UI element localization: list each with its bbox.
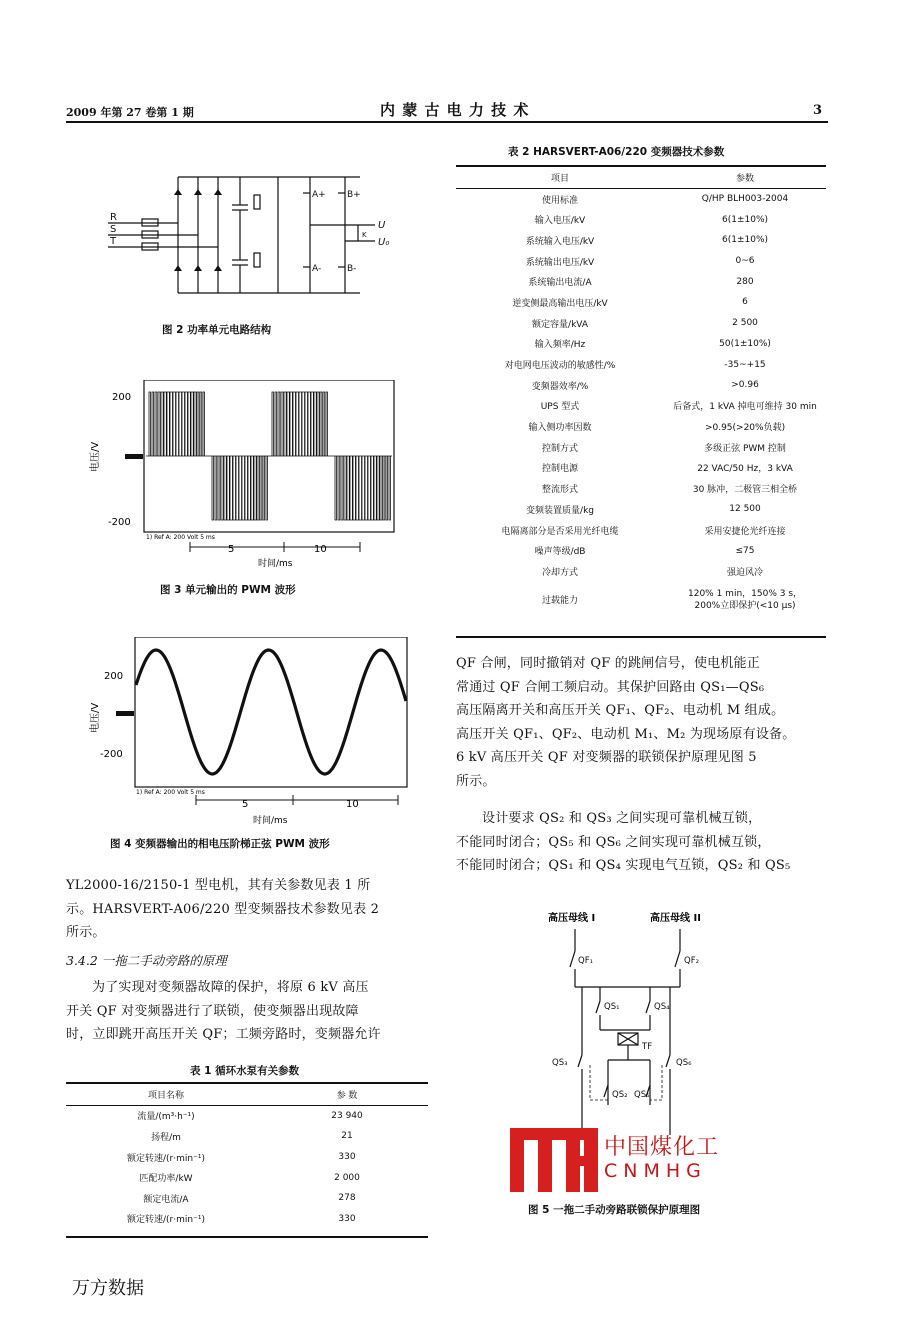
fig3-ref: 1) Ref A: 200 Volt 5 ms [146, 534, 215, 541]
table-cell: 2 500 [732, 318, 758, 329]
table-row [456, 334, 826, 355]
fig2-label-u: U [378, 220, 386, 231]
text-line: 开关 QF 对变频器进行了联锁，使变频器出现故障 [66, 1003, 359, 1019]
page-number: 3 [813, 103, 823, 118]
table-cell: 多级正弦 PWM 控制 [704, 443, 786, 454]
table-cell: 50(1±10%) [719, 338, 771, 349]
fig2-label-ap: A+ [312, 190, 326, 200]
table-row [66, 1167, 428, 1188]
table-cell: ≤75 [735, 545, 755, 556]
table2-header-item: 项目 [551, 173, 570, 184]
table-cell: UPS 型式 [540, 402, 580, 413]
table-row [456, 251, 826, 272]
fig2-label-am: A- [312, 264, 322, 274]
fig2-label-s: S [110, 224, 117, 235]
text-line: 常通过 QF 合闸工频启动。其保护回路由 QS₁—QS₆ [456, 679, 765, 695]
table-cell: -35~+15 [724, 359, 766, 370]
fig5-qs1: QS₁ [604, 1002, 620, 1012]
table-row [456, 230, 826, 251]
table-cell: 输入侧功率因数 [528, 423, 592, 434]
table-cell: 280 [736, 276, 754, 287]
table-cell: 流量/(m³·h⁻¹) [137, 1112, 195, 1123]
table1 [66, 1084, 428, 1229]
table-row [456, 271, 826, 292]
fig5-qs2: QS₂ [612, 1090, 628, 1100]
fig3-ytick-neg200: -200 [108, 517, 131, 528]
right-paragraph-2 [456, 807, 836, 878]
fig2-caption: 图 2 功率单元电路结构 [162, 324, 272, 336]
fig5-qs5: QS₅ [634, 1090, 650, 1100]
fig4-ytick-200: 200 [104, 671, 124, 682]
fig3-caption: 图 3 单元输出的 PWM 波形 [160, 584, 296, 596]
fig3-pwm-chart [88, 380, 413, 568]
fig4-xlabel: 时间/ms [253, 816, 288, 826]
text-line: 所示。 [456, 773, 496, 789]
table-cell: 过载能力 [542, 596, 579, 607]
table-cell: 330 [338, 1152, 356, 1163]
fig5-qf2: QF₂ [684, 956, 699, 966]
section-heading: 3.4.2 一拖二手动旁路的原理 [66, 953, 227, 968]
table-cell: 变频器效率/% [531, 381, 589, 392]
table-cell: 额定转速/(r·min⁻¹) [127, 1153, 205, 1164]
table-cell: 逆变侧最高输出电压/kV [512, 298, 608, 309]
fig5-bus2-label: 高压母线 II [650, 913, 701, 924]
fig3-xtick-10: 10 [314, 544, 327, 555]
table-row [456, 416, 826, 437]
fig2-label-k: K [362, 231, 367, 239]
fig4-xtick-10: 10 [346, 799, 359, 810]
fig4-ref: 1) Ref A: 200 Volt 5 ms [136, 789, 205, 796]
table-cell: 电隔离部分是否采用光纤电缆 [501, 526, 619, 537]
table-row [66, 1147, 428, 1168]
table-cell: 22 VAC/50 Hz，3 kVA [697, 464, 793, 475]
fig3-ground-marker [125, 454, 143, 459]
table-cell: 330 [338, 1213, 356, 1224]
table-cell: 系统输入电压/kV [525, 236, 595, 247]
fig3-ytick-200: 200 [112, 392, 132, 403]
text-line: 所示。 [66, 925, 106, 940]
fig4-sine-trace [136, 650, 406, 774]
issue-info: 2009 年第 27 卷第 1 期 [66, 106, 194, 119]
fig5-caption: 图 5 一拖二手动旁路联锁保护原理图 [528, 1204, 701, 1216]
footer-source: 万方数据 [72, 1278, 144, 1299]
watermark-cn: 中国煤化工 [604, 1135, 720, 1160]
table-cell: 控制方式 [542, 443, 579, 454]
text-line: 不能同时闭合；QS₅ 和 QS₆ 之间实现可靠机械互锁， [456, 834, 771, 850]
table-cell: 23 940 [331, 1110, 363, 1121]
table2 [456, 167, 826, 618]
table-row [456, 292, 826, 313]
table-row [66, 1105, 428, 1126]
fig4-ylabel: 电压/V [90, 702, 101, 733]
text-line: 示。HARSVERT-A06/220 型变频器技术参数见表 2 [66, 901, 380, 917]
fig3-ylabel: 电压/V [90, 441, 101, 472]
fig3-pwm-trace [146, 392, 392, 520]
table-row [456, 520, 826, 541]
journal-title: 内 蒙 古 电 力 技 术 [380, 101, 530, 119]
table-cell: 冷却方式 [542, 567, 579, 578]
table-header-row [66, 1084, 428, 1105]
table-cell: 使用标准 [542, 195, 579, 206]
table-cell: 21 [341, 1131, 353, 1142]
table-row [456, 354, 826, 375]
table-cell: 输入频率/Hz [534, 340, 586, 351]
table-header-row [456, 167, 826, 188]
text-line: YL2000-16/2150-1 型电机，其有关参数见表 1 所 [66, 878, 371, 893]
fig4-caption: 图 4 变频器输出的相电压阶梯正弦 PWM 波形 [110, 838, 330, 850]
fig3-xlabel: 时间/ms [258, 559, 293, 568]
table-cell: 6(1±10%) [722, 235, 769, 246]
table-cell: >0.96 [731, 380, 759, 391]
fig2-label-bm: B- [347, 264, 357, 274]
table-row [456, 188, 826, 209]
table1-bottom-rule [66, 1236, 428, 1238]
table-cell: 输入电压/kV [534, 216, 586, 227]
table-cell: 整流形式 [542, 485, 579, 496]
right-paragraph-1 [456, 652, 836, 793]
fig4-ytick-neg200: -200 [100, 749, 123, 760]
table-row [66, 1188, 428, 1209]
fig5-qs4: QS₄ [654, 1002, 670, 1012]
fig5-tf: TF [642, 1042, 653, 1052]
overload-line-1: 120% 1 min，150% 3 s， [688, 588, 803, 599]
table-row [456, 499, 826, 520]
watermark-logo-icon [510, 1128, 598, 1192]
table1-header-value: 参 数 [336, 1090, 358, 1101]
table-cell: 扬程/m [151, 1132, 181, 1143]
table1-title: 表 1 循环水泵有关参数 [190, 1065, 300, 1077]
table-cell: 对电网电压波动的敏感性/% [504, 361, 616, 372]
table2-title: 表 2 HARSVERT-A06/220 变频器技术参数 [508, 146, 725, 158]
table-cell: >0.95(>20%负载) [704, 423, 786, 434]
text-line: 6 kV 高压开关 QF 对变频器的联锁保护原理见图 5 [456, 750, 757, 765]
table-cell: 采用安捷伦光纤连接 [704, 526, 786, 537]
table-cell: 匹配功率/kW [139, 1174, 193, 1185]
table-cell: 噪声等级/dB [534, 547, 586, 558]
table-cell: 控制电源 [542, 464, 579, 475]
fig2-label-t: T [110, 236, 117, 247]
table-cell: 6(1±10%) [722, 214, 769, 225]
fig4-sine-chart [88, 637, 413, 827]
table-cell: 系统输出电压/kV [525, 257, 595, 268]
watermark-en: CNMHG [604, 1160, 707, 1182]
text-line: 不能同时闭合；QS₁ 和 QS₄ 实现电气互锁，QS₂ 和 QS₅ [456, 858, 791, 873]
table-cell: 6 [742, 297, 748, 308]
fig2-label-u0: U₀ [378, 237, 390, 248]
table-row [456, 437, 826, 458]
left-paragraph-2 [66, 976, 446, 1047]
table-cell: 0~6 [735, 256, 755, 267]
left-paragraph-1 [66, 874, 446, 945]
table2-bottom-rule [456, 636, 826, 638]
table-row [456, 540, 826, 561]
fig5-qs3: QS₃ [552, 1058, 568, 1068]
table-row [456, 209, 826, 230]
table-cell: 系统输出电流/A [528, 278, 592, 289]
table-row [456, 582, 826, 618]
table-row [66, 1209, 428, 1230]
table-cell: 后备式，1 kVA 掉电可维持 30 min [673, 402, 817, 413]
fig2-label-r: R [110, 212, 117, 223]
table-row [456, 396, 826, 417]
text-line: 为了实现对变频器故障的保护，将原 6 kV 高压 [92, 980, 369, 995]
table-row [456, 458, 826, 479]
overload-line-2: 200%立即保护(<10 μs) [694, 600, 796, 611]
fig5-qf1: QF₁ [578, 956, 593, 966]
table-row [66, 1126, 428, 1147]
table-cell: 2 000 [334, 1172, 360, 1183]
table-cell: Q/HP BLH003-2004 [701, 194, 789, 205]
table-cell: 额定电流/A [143, 1194, 189, 1205]
table1-header-name: 项目名称 [147, 1090, 184, 1101]
table-row [456, 375, 826, 396]
table-row [456, 313, 826, 334]
text-line: 设计要求 QS₂ 和 QS₃ 之间实现可靠机械互锁， [482, 811, 762, 826]
text-line: 时，立即跳开高压开关 QF；工频旁路时，变频器允许 [66, 1027, 381, 1042]
fig5-qs6: QS₆ [676, 1058, 692, 1068]
fig5-interlock-diagram [520, 905, 760, 1135]
table-row [456, 478, 826, 499]
table-cell [664, 582, 826, 618]
fig4-xtick-5: 5 [242, 799, 249, 810]
table-row [456, 561, 826, 582]
table-cell: 278 [338, 1193, 356, 1204]
text-line: 高压隔离开关和高压开关 QF₁、QF₂、电动机 M 组成。 [456, 703, 785, 718]
table-cell: 30 脉冲，二极管三相全桥 [692, 485, 798, 496]
fig2-label-bp: B+ [347, 190, 361, 200]
table-cell: 额定转速/(r·min⁻¹) [127, 1215, 205, 1226]
table-cell: 强迫风冷 [727, 567, 764, 578]
table2-header-param: 参数 [736, 173, 755, 184]
header-rule [66, 121, 828, 123]
fig3-xtick-5: 5 [228, 544, 235, 555]
fig2-circuit-diagram [100, 165, 390, 305]
text-line: QF 合闸，同时撤销对 QF 的跳闸信号，使电机能正 [456, 656, 760, 671]
table-cell: 额定容量/kVA [532, 319, 589, 330]
text-line: 高压开关 QF₁、QF₂、电动机 M₁、M₂ 为现场原有设备。 [456, 726, 796, 742]
fig5-bus1-label: 高压母线 I [548, 913, 596, 924]
table-cell: 12 500 [729, 504, 761, 515]
fig4-ground-marker [116, 711, 134, 716]
table-cell: 变频装置质量/kg [526, 505, 594, 516]
